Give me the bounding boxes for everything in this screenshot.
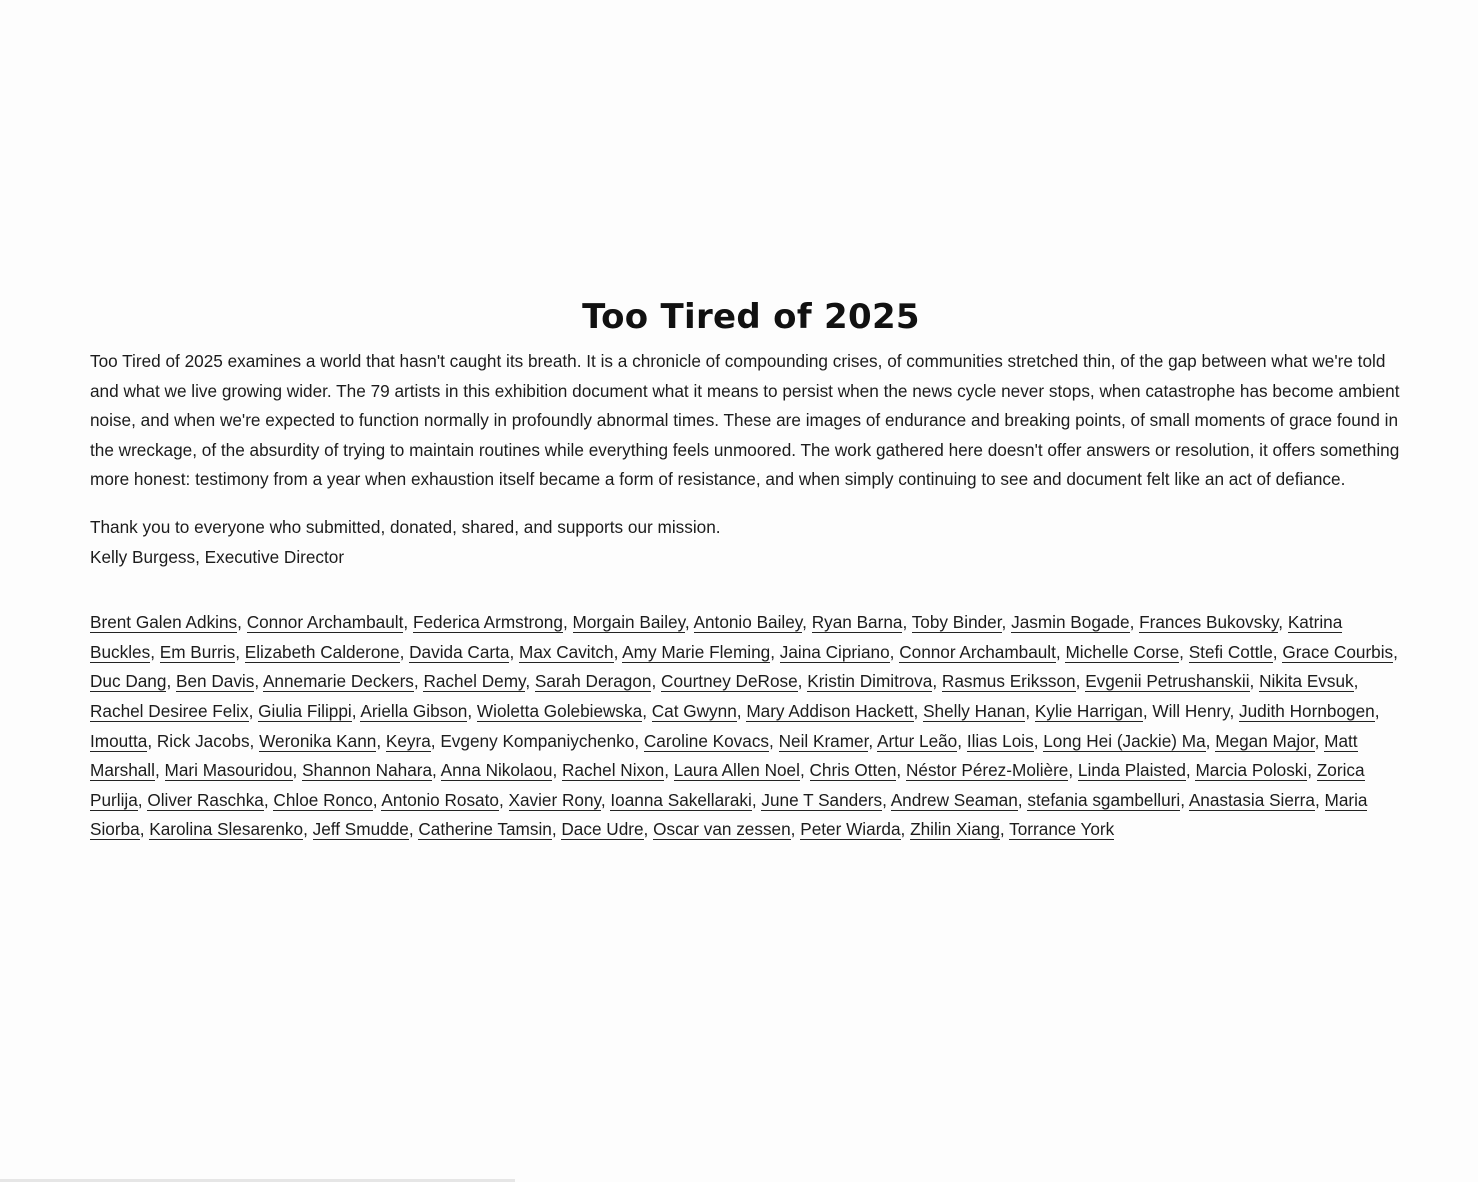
artist-list: Brent Galen Adkins, Connor Archambault, Federica Armstrong, Morgain Bailey, Antonio Bailey, Ryan Barna, Toby Binder, Jasmin Bogade, Frances Bukovsky, Katrina Buckles, Em Burris, Elizabeth Calderone, Davida Carta, Max Cavitch, Amy Marie Fleming, Jaina Cipriano, Connor Archambault, Michelle Corse, Stefi Cottle, Grace Courbis, Duc Dang, Ben Davis, Annemarie Deckers, Rachel Demy, Sarah Deragon, Courtney DeRose, Kristin Dimitrova, Rasmus Eriksson, Evgenii Petrushanskii, Nikita Evsuk, Rachel Desiree Felix, Giulia Filippi, Ariella Gibson, Wioletta Golebiewska, Cat Gwynn, Mary Addison Hackett, Shelly Hanan, Kylie Harrigan, Will Henry, Judith Hornbogen, Imoutta, Rick Jacobs, Weronika Kann, Keyra, Evgeny Kompaniychenko, Caroline Kovacs, Neil Kramer, Artur Leão, Ilias Lois, Long Hei (Jackie) Ma, Megan Major, Matt Marshall, Mari Masouridou, Shannon Nahara, Anna Nikolaou, Rachel Nixon, Laura Allen Noel, Chris Otten, Néstor Pérez-Molière, Linda Plaisted, Marcia Poloski, Zorica Purlija, Oliver Raschka, Chloe Ronco, Antonio Rosato, Xavier Rony, Ioanna Sakellaraki, June T Sanders, Andrew Seaman, stefania sgambelluri, Anastasia Sierra, Maria Siorba, Karolina Slesarenko, Jeff Smudde, Catherine Tamsin, Dace Udre, Oscar van zessen, Peter Wiarda, Zhilin Xiang, Torrance York	[90, 612, 1398, 840]
artist-link[interactable]: Megan Major	[1215, 730, 1315, 751]
artist-link[interactable]: Amy Marie Fleming	[622, 641, 771, 662]
artist-link[interactable]: Shelly Hanan	[923, 700, 1026, 721]
artist-link[interactable]: Wioletta Golebiewska	[476, 700, 643, 721]
artist-link[interactable]: Jeff Smudde	[312, 819, 409, 840]
artist-link[interactable]: Rasmus Eriksson	[941, 671, 1076, 692]
artist-link[interactable]: Stefi Cottle	[1188, 641, 1273, 662]
artist-link[interactable]: Chloe Ronco	[273, 789, 373, 810]
artist-link[interactable]: Anna Nikolaou	[440, 760, 553, 781]
artist-link[interactable]: Connor Archambault	[899, 641, 1056, 662]
artist-link[interactable]: Torrance York	[1009, 819, 1115, 840]
artist-link[interactable]: Davida Carta	[409, 641, 510, 662]
artist-link[interactable]: Xavier Rony	[508, 789, 601, 810]
artist-link[interactable]: Katrina Buckles	[90, 612, 1343, 662]
artist-link[interactable]: Connor Archambault	[246, 612, 404, 633]
artist-link[interactable]: Rachel Demy	[423, 671, 526, 692]
artist-link[interactable]: Rachel Nixon	[562, 760, 665, 781]
artist-name: Evgeny Kompaniychenko	[440, 730, 635, 751]
artist-link[interactable]: Evgenii Petrushanskii	[1085, 671, 1250, 692]
artist-link[interactable]: Max Cavitch	[519, 641, 614, 662]
artist-link[interactable]: Laura Allen Noel	[673, 760, 800, 781]
artist-link[interactable]: Giulia Filippi	[258, 700, 352, 721]
artist-link[interactable]: Peter Wiarda	[800, 819, 901, 840]
artist-name: Rick Jacobs	[156, 730, 250, 751]
artist-link[interactable]: Annemarie Deckers	[262, 671, 414, 692]
artist-link[interactable]: Toby Binder	[911, 612, 1002, 633]
artist-link[interactable]: Néstor Pérez-Molière	[905, 760, 1069, 781]
artist-link[interactable]: Antonio Bailey	[693, 612, 803, 633]
artist-link[interactable]: Anastasia Sierra	[1188, 789, 1315, 810]
artist-link[interactable]: Zhilin Xiang	[910, 819, 1000, 840]
artist-link[interactable]: Michelle Corse	[1065, 641, 1180, 662]
artist-link[interactable]: Kristin Dimitrova	[807, 671, 933, 692]
artist-link[interactable]: Ryan Barna	[811, 612, 903, 633]
artist-link[interactable]: Oscar van zessen	[653, 819, 791, 840]
artist-link[interactable]: Keyra	[385, 730, 431, 751]
artist-link[interactable]: Jaina Cipriano	[779, 641, 890, 662]
artist-link[interactable]: Ben Davis	[176, 671, 255, 692]
artist-link[interactable]: Maria Siorba	[90, 789, 1368, 840]
artist-link[interactable]: Duc Dang	[90, 671, 167, 692]
artist-link[interactable]: Elizabeth Calderone	[244, 641, 400, 662]
exhibition-content	[90, 295, 1412, 845]
artist-link[interactable]: Grace Courbis	[1282, 641, 1394, 662]
artist-link[interactable]: Frances Bukovsky	[1139, 612, 1279, 633]
artist-link[interactable]: Artur Leão	[876, 730, 958, 751]
artist-link[interactable]: Courtney DeRose	[661, 671, 798, 692]
artist-link[interactable]: Ariella Gibson	[360, 700, 468, 721]
artist-link[interactable]: Ilias Lois	[966, 730, 1034, 751]
artist-link[interactable]: Long Hei (Jackie) Ma	[1043, 730, 1206, 751]
artist-link[interactable]: Imoutta	[90, 730, 148, 751]
artist-link[interactable]: Kylie Harrigan	[1034, 700, 1143, 721]
artist-link[interactable]: Mary Addison Hackett	[746, 700, 914, 721]
artist-link[interactable]: Andrew Seaman	[890, 789, 1018, 810]
page-title: Too Tired of 2025	[582, 297, 920, 337]
artist-link[interactable]: Chris Otten	[809, 760, 897, 781]
artist-link[interactable]: Judith Hornbogen	[1239, 700, 1375, 721]
artist-name: Will Henry	[1152, 700, 1230, 721]
thanks-text: Thank you to everyone who submitted, donated, shared, and supports our mission.	[90, 516, 721, 537]
artist-link[interactable]: Neil Kramer	[778, 730, 869, 751]
artist-link[interactable]: Weronika Kann	[259, 730, 377, 751]
artist-link[interactable]: Catherine Tamsin	[418, 819, 552, 840]
artist-link[interactable]: Em Burris	[159, 641, 236, 662]
artist-link[interactable]: Rachel Desiree Felix	[90, 700, 249, 721]
artist-link[interactable]: Caroline Kovacs	[643, 730, 770, 751]
artist-link[interactable]: Morgain Bailey	[572, 612, 685, 633]
artist-link[interactable]: Federica Armstrong	[412, 612, 563, 633]
artist-link[interactable]: Ioanna Sakellaraki	[610, 789, 752, 810]
artist-link[interactable]: Oliver Raschka	[147, 789, 264, 810]
artist-link[interactable]: Mari Masouridou	[164, 760, 293, 781]
artist-link[interactable]: Nikita Evsuk	[1259, 671, 1354, 692]
artist-link[interactable]: Karolina Slesarenko	[149, 819, 304, 840]
artist-link[interactable]: Linda Plaisted	[1077, 760, 1186, 781]
artist-link[interactable]: Shannon Nahara	[302, 760, 433, 781]
thanks-note	[90, 513, 1412, 572]
artist-link[interactable]: Sarah Deragon	[534, 671, 652, 692]
artist-link[interactable]: stefania sgambelluri	[1027, 789, 1181, 810]
exhibition-description: Too Tired of 2025 examines a world that hasn't caught its breath. It is a chronicle of compounding crises, of communities stretched thin, of the gap between what we're told and what we live growing wider. The 79 artists in this exhibition document what it means to persist when the news cycle never stops, when catastrophe has become ambient noise, and when we're expected to function normally in profoundly abnormal times. These are images of endurance and breaking points, of small moments of grace found in the wreckage, of the absurdity of trying to maintain routines while everything feels unmoored. The work gathered here doesn't offer answers or resolution, it offers something more honest: testimony from a year when exhaustion itself became a form of resistance, and when simply continuing to see and document felt like an act of defiance.	[90, 351, 1400, 490]
artist-link[interactable]: Cat Gwynn	[651, 700, 737, 721]
artist-link[interactable]: Marcia Poloski	[1195, 760, 1308, 781]
artist-link[interactable]: Dace Udre	[561, 819, 644, 840]
artist-link[interactable]: Zorica Purlija	[90, 760, 1365, 810]
artist-link[interactable]: Jasmin Bogade	[1011, 612, 1130, 633]
artist-link[interactable]: June T Sanders	[761, 789, 883, 810]
artist-link[interactable]: Brent Galen Adkins	[90, 612, 238, 633]
artist-link[interactable]: Matt Marshall	[90, 730, 1358, 781]
artist-link[interactable]: Antonio Rosato	[381, 789, 499, 810]
director-signature: Kelly Burgess, Executive Director	[90, 546, 345, 567]
